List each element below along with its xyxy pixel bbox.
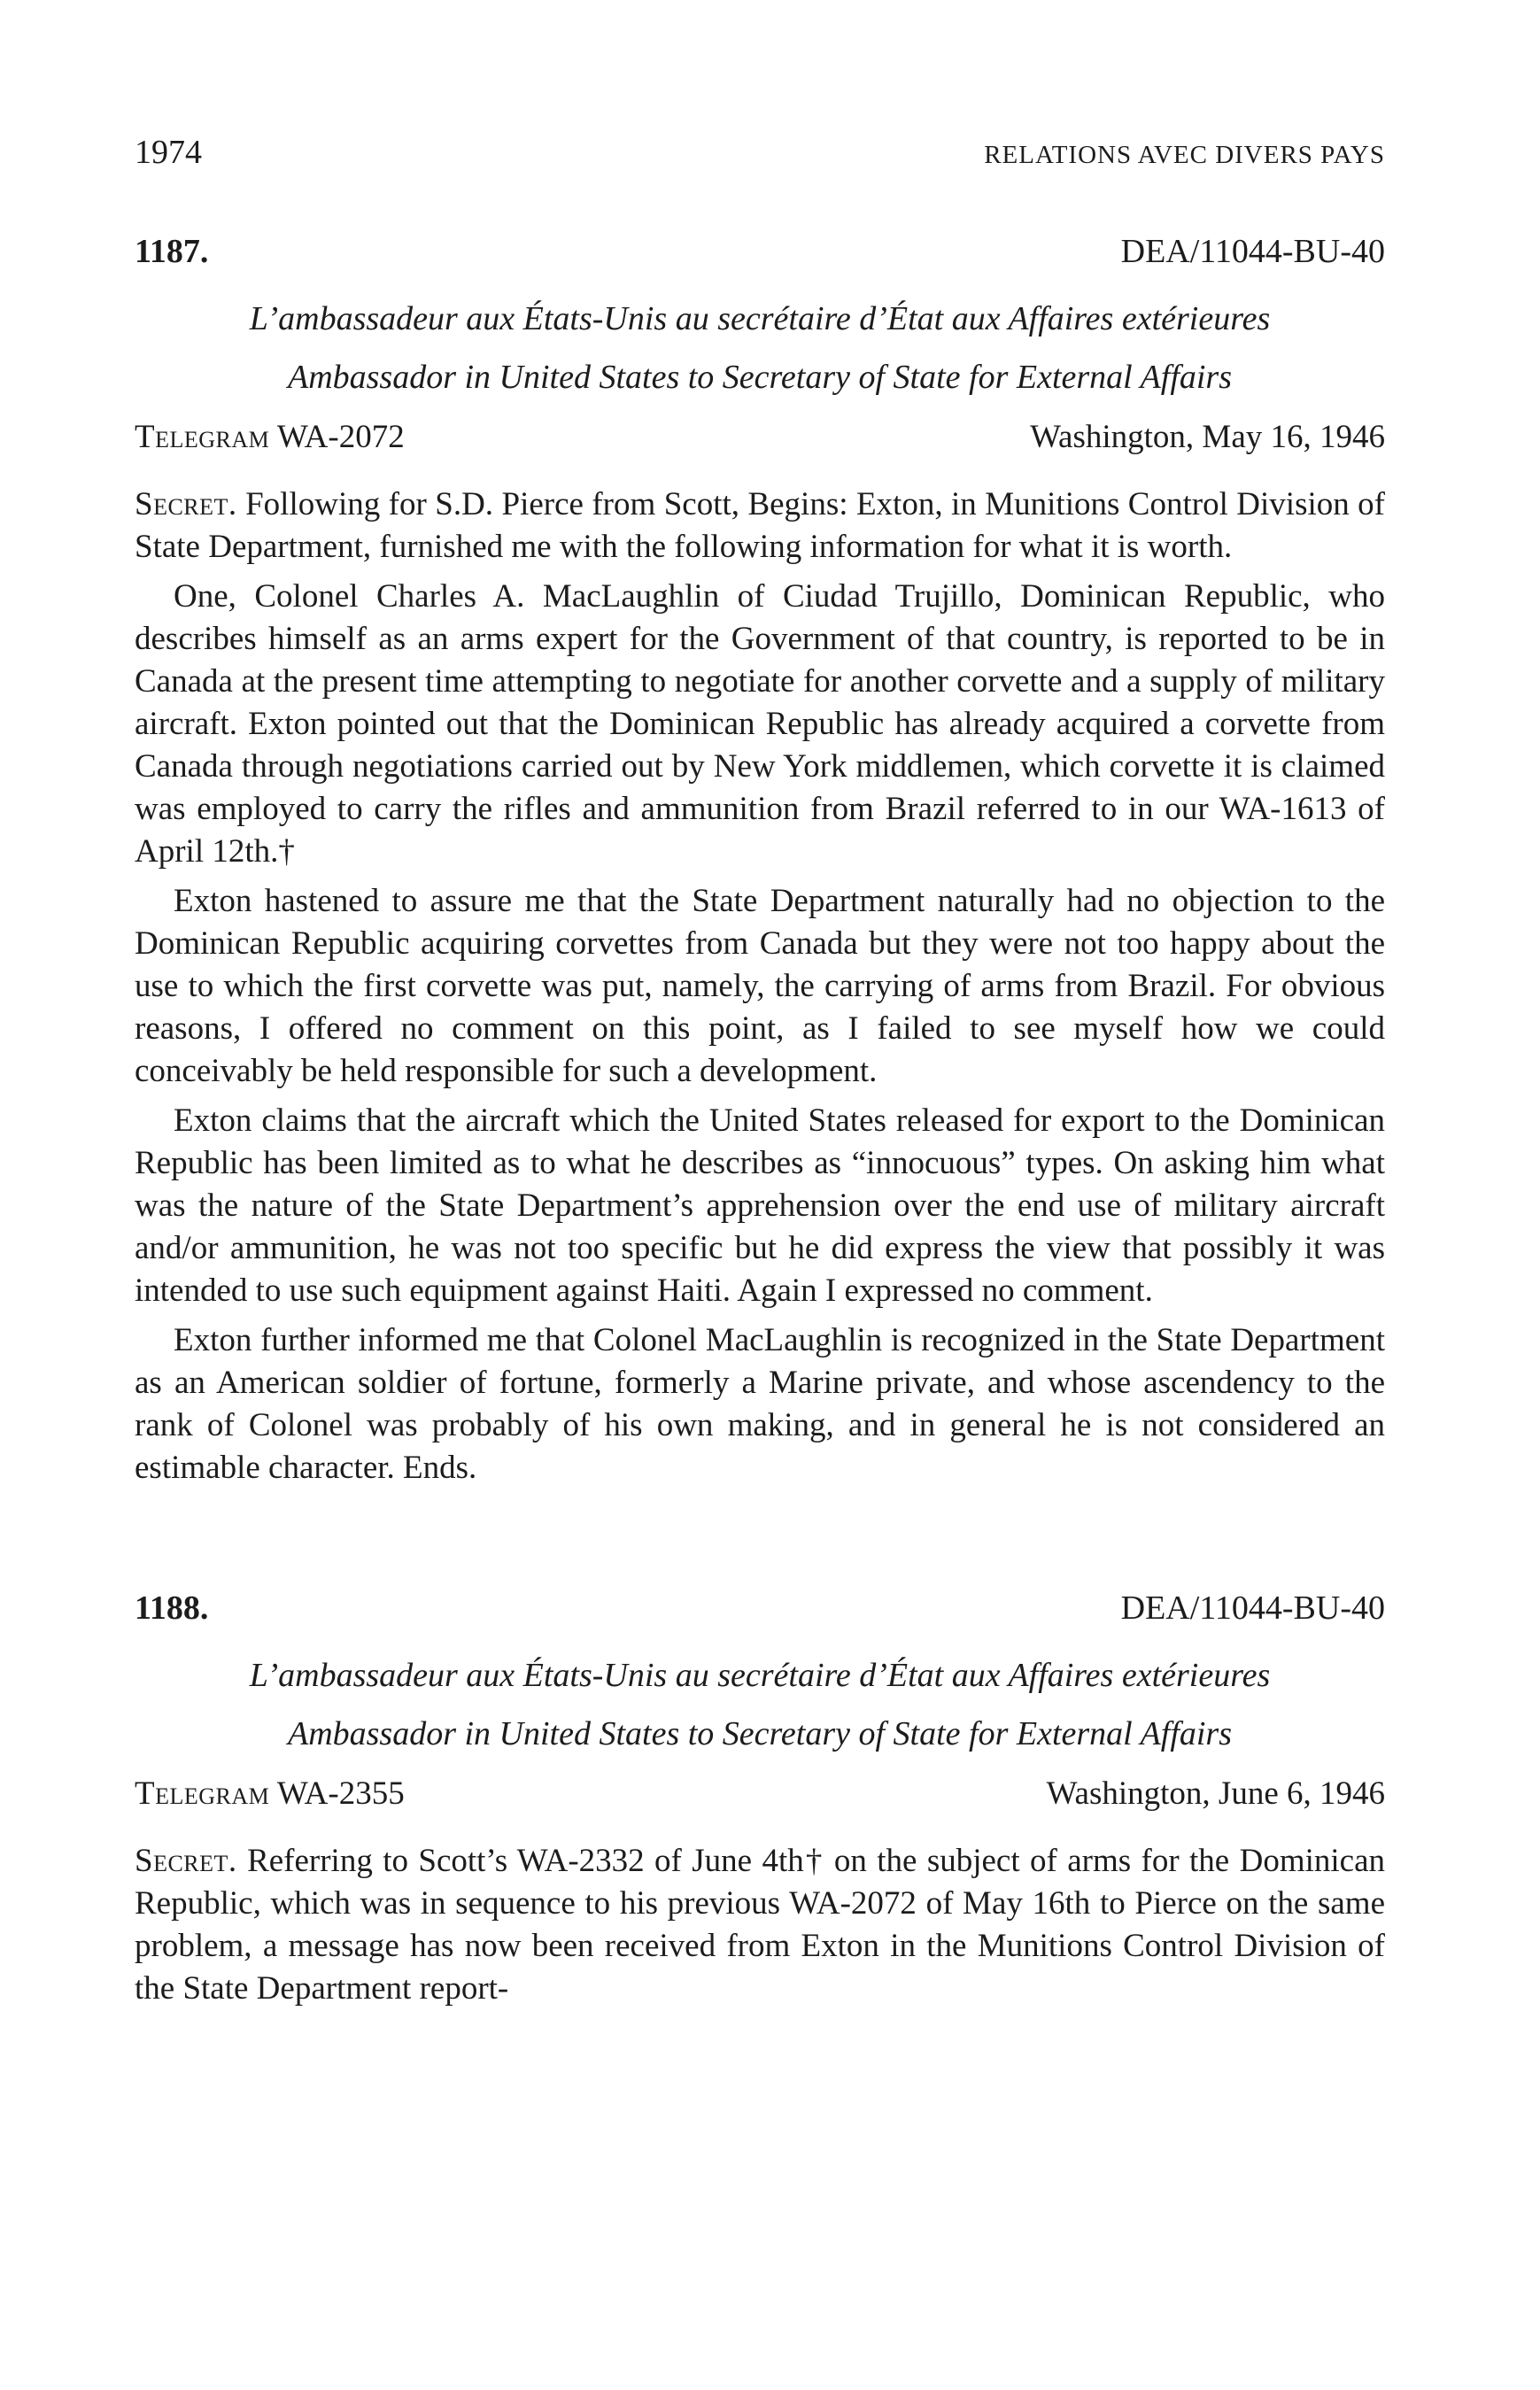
archive-reference: DEA/11044-BU-40 <box>1120 233 1385 270</box>
paragraph <box>135 483 1385 568</box>
paragraph: Exton claims that the aircraft which the United States released for export to the Dominican Republic has been limited as to what he describes as “innocuous” types. On asking him what was the nature of the State Department’s apprehension over the end use of military aircraft and/or ammunition, he was not too specific but he did express the view that possibly it was intended to use such equipment against Haiti. Again I expressed no comment. <box>135 1102 1385 1309</box>
telegram-label: Telegram <box>135 419 270 455</box>
route-english: Ambassador in United States to Secretary of State for External Affairs <box>287 359 1233 396</box>
telegram-id <box>135 418 405 456</box>
telegram-number: WA-2355 <box>276 1775 405 1812</box>
document-number: 1187. <box>135 233 209 270</box>
place-date: Washington, June 6, 1946 <box>1046 1775 1385 1812</box>
paragraph: One, Colonel Charles A. MacLaughlin of Ciudad Trujillo, Dominican Republic, who describes himself as an arms expert for the Government of that country, is reported to be in Canada at the present time attempting to negotiate for another corvette and a supply of military aircraft. Exton pointed out that the Dominican Republic has already acquired a corvette from Canada through negotiations carried out by New York middlemen, which corvette it is claimed was employed to carry the rifles and ammunition from Brazil referred to in our WA-1613 of April 12th.† <box>135 578 1385 870</box>
document-number: 1188. <box>135 1589 209 1627</box>
classification: Secret. <box>135 1843 237 1879</box>
running-title: RELATIONS AVEC DIVERS PAYS <box>984 141 1385 169</box>
document-1188 <box>135 1589 1385 2010</box>
document-header <box>135 232 1385 285</box>
paragraph <box>135 1840 1385 2010</box>
document-1187 <box>135 232 1385 1489</box>
place-date: Washington, May 16, 1946 <box>1030 419 1385 455</box>
route-french: L’ambassadeur aux États-Unis au secrétaire d’État aux Affaires extérieures <box>249 300 1271 337</box>
paragraph-text: Following for S.D. Pierce from Scott, Begins: Exton, in Munitions Control Division of State Department, furnished me with the following information for what it is worth. <box>135 486 1386 565</box>
telegram-line <box>135 1775 1385 1828</box>
document-header <box>135 1589 1385 1642</box>
route-french: L’ambassadeur aux États-Unis au secrétaire d’État aux Affaires extérieures <box>249 1657 1271 1694</box>
running-header <box>135 133 1385 186</box>
paragraph: Exton further informed me that Colonel MacLaughlin is recognized in the State Department as an American soldier of fortune, formerly a Marine private, and whose ascendency to the rank of Colonel was probably of his own making, and in general he is not considered an estimable character. Ends. <box>135 1322 1385 1486</box>
telegram-id <box>135 1775 405 1813</box>
classification: Secret. <box>135 486 237 522</box>
paragraph-text: Referring to Scott’s WA-2332 of June 4th† on the subject of arms for the Dominican Republic, which was in sequence to his previous WA-2072 of May 16th to Pierce on the same problem, a message has now been received from Exton in the Munitions Control Division of the State Department report- <box>135 1843 1386 2007</box>
route-english: Ambassador in United States to Secretary of State for External Affairs <box>287 1715 1233 1752</box>
book-page <box>135 133 1385 2010</box>
telegram-number: WA-2072 <box>276 419 405 455</box>
paragraph: Exton hastened to assure me that the State Department naturally had no objection to the Dominican Republic acquiring corvettes from Canada but they were not too happy about the use to which the first corvette was put, namely, the carrying of arms from Brazil. For obvious reasons, I offered no comment on this point, as I failed to see myself how we could conceivably be held responsible for such a development. <box>135 883 1385 1089</box>
telegram-label: Telegram <box>135 1775 270 1812</box>
telegram-line <box>135 418 1385 471</box>
page-number: 1974 <box>135 134 202 171</box>
archive-reference: DEA/11044-BU-40 <box>1120 1589 1385 1627</box>
